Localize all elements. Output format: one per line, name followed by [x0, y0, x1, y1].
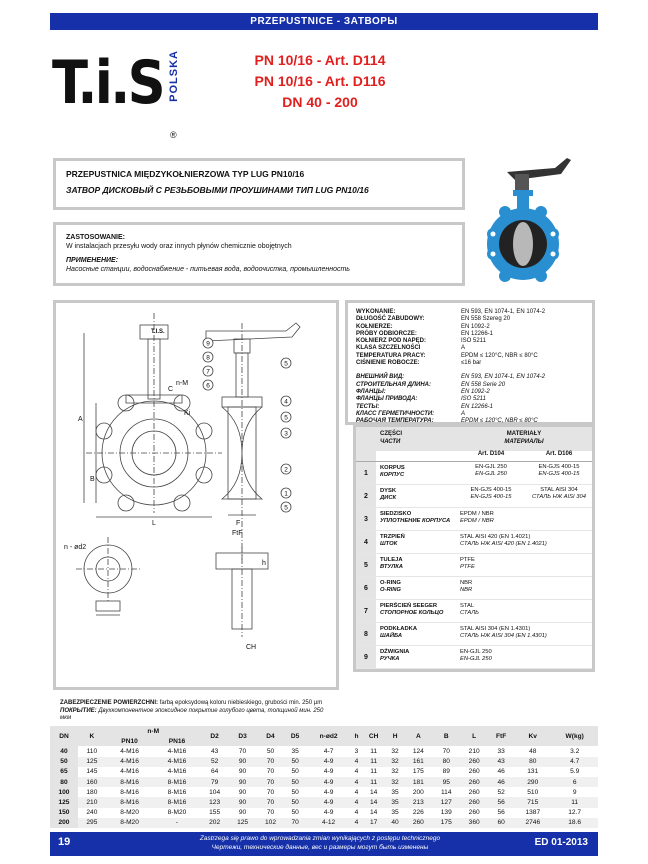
dim-label-L: L — [152, 520, 156, 527]
dim-cell: 11 — [370, 747, 378, 755]
dim-cell: 131 — [527, 768, 539, 776]
dim-cell: 4-9 — [323, 788, 334, 796]
callout-7: 7 — [206, 368, 210, 376]
callout-8: 8 — [206, 354, 210, 362]
material-cell: STAL AISI 304 (EN 1.4301) СТАЛЬ НЖ AISI 304 (EN 1.4301) — [460, 626, 547, 639]
logo-text: T.i.S — [52, 48, 164, 118]
dim-cell: 89 — [442, 768, 450, 776]
dim-cell: 114 — [441, 788, 452, 796]
part-number: 7 — [356, 600, 376, 622]
dim-cell: 8-M20 — [120, 809, 139, 817]
specs-pl — [356, 309, 584, 367]
spec-row: КЛАСС ГЕРМЕТИЧНОСТИ: A — [356, 410, 466, 417]
dim-cell: 65 — [50, 767, 78, 777]
dim-cell: 52 — [201, 757, 229, 767]
dim-cell: 1387 — [525, 809, 541, 817]
dim-cell: 8-M16 — [167, 788, 187, 796]
dim-cell: 6 — [551, 777, 598, 787]
dim-cell: 80 — [50, 777, 78, 787]
dim-header: CH — [362, 726, 386, 746]
dim-cell: 50 — [291, 809, 299, 817]
dim-header: W(kg) — [551, 726, 598, 746]
materials-rows — [356, 462, 592, 669]
dim-cell: 4-9 — [306, 777, 352, 787]
callout-9: 9 — [206, 340, 210, 348]
header-banner: PRZEPUSTNICE - ЗАТВОРЫ — [50, 13, 598, 30]
dim-cell: 125 — [229, 818, 257, 828]
dim-cell: 60 — [488, 818, 514, 828]
title-line: PN 10/16 - Art. D116 — [254, 73, 386, 89]
material-row — [356, 485, 592, 508]
part-name: TRZPIEŃ ШТОК — [380, 534, 405, 547]
dim-cell: 210 — [468, 747, 480, 755]
dim-cell: 4 — [351, 818, 361, 828]
dim-cell: 90 — [238, 809, 247, 817]
dim-row — [50, 808, 598, 818]
callout-1: 1 — [284, 490, 288, 498]
dim-row — [50, 757, 598, 767]
part-number: 6 — [356, 577, 376, 599]
part-number: 3 — [356, 508, 376, 530]
dim-cell: 95 — [432, 777, 460, 787]
dim-cell: 32 — [391, 747, 399, 755]
product-name-ru: ЗАТВОР ДИСКОВЫЙ С РЕЗЬБОВЫМИ ПРОУШИНАМИ ТИП LUG PN10/16 — [66, 185, 369, 195]
dim-cell: 715 — [514, 797, 551, 807]
dim-cell: 9 — [572, 788, 577, 796]
part-number: 8 — [356, 623, 376, 645]
dim-cell: 70 — [284, 818, 305, 828]
dim-label-B: B — [90, 476, 95, 483]
callout-5b: 5 — [284, 414, 288, 422]
dim-cell: 35 — [391, 788, 399, 796]
dim-cell: 4-9 — [306, 797, 352, 807]
dim-cell: 4-12 — [306, 818, 352, 828]
material-row — [356, 577, 592, 600]
part-number: 4 — [356, 531, 376, 553]
dim-row — [50, 787, 598, 797]
dim-cell: 11 — [362, 777, 386, 787]
dim-label-C: C — [168, 386, 174, 393]
dim-cell: 200 — [50, 818, 78, 828]
parts-header-ru: ЧАСТИ — [380, 439, 401, 445]
dim-row — [50, 818, 598, 828]
dim-cell: 260 — [404, 818, 432, 828]
dim-header: L — [460, 726, 488, 746]
spec-row: РАБОЧАЯ ТЕМПЕРАТУРА: EPDM ≤ 120°C, NBR ≤ 80°C — [356, 418, 538, 425]
callout-3: 3 — [284, 430, 288, 438]
protection-label-pl: ZABEZPIECZENIE POWIERZCHNI: — [60, 700, 159, 706]
dim-cell: 17 — [362, 818, 386, 828]
dim-cell: 102 — [257, 818, 285, 828]
dim-cell: 4-M16 — [153, 757, 200, 767]
spec-row: KOŁNIERZE: EN 1092-2 — [356, 323, 490, 330]
dim-cell: 4 — [351, 777, 361, 787]
dim-cell: 70 — [257, 777, 285, 787]
material-cell: EN-GJL 250 EN-GJL 250 EN-GJS 400-15 EN-GJS 400-15 — [475, 464, 580, 477]
footer-note-pl: Zastrzega się prawo do wprowadzania zmian wynikających z postępu technicznego — [199, 835, 441, 842]
part-name: PIERŚCIEŃ SEEGER СТОПОРНОЕ КОЛЬЦО — [380, 603, 444, 616]
dim-cell: 161 — [404, 757, 432, 767]
dim-cell: 8-M16 — [153, 777, 200, 787]
dim-cell: 64 — [210, 768, 219, 776]
dim-cell: 213 — [404, 797, 432, 807]
dim-cell: 8-M16 — [106, 797, 153, 807]
spec-row: KLASA SZCZELNOŚCI A — [356, 345, 466, 352]
dim-header: A — [404, 726, 432, 746]
part-name: DYSK ДИСК — [380, 488, 397, 501]
dim-cell: 360 — [460, 818, 488, 828]
dim-header: n-M — [106, 726, 201, 736]
dim-cell: 56 — [497, 809, 505, 817]
dim-cell: 70 — [266, 809, 275, 817]
spec-row: CIŚNIENIE ROBOCZE: ≤16 bar — [356, 360, 482, 367]
dim-cell: 145 — [86, 768, 98, 776]
protection-text-pl: farbą epoksydową koloru niebieskiego, grubości min. 250 µm — [159, 700, 323, 706]
material-row — [356, 623, 592, 646]
dim-cell: 260 — [468, 788, 480, 796]
dim-cell: 46 — [488, 777, 514, 787]
spec-row: WYKONANIE: EN 593, EN 1074-1, EN 1074-2 — [356, 309, 546, 315]
dim-label-nd2: n - ød2 — [64, 544, 87, 551]
dim-cell: 4-M16 — [167, 768, 187, 776]
material-cell: NBR NBR — [460, 580, 473, 593]
dim-row — [50, 777, 598, 787]
part-number: 5 — [356, 554, 376, 576]
dim-cell: 50 — [266, 747, 275, 755]
tis-logo — [52, 40, 184, 140]
callout-2: 2 — [284, 466, 288, 474]
callout-5c: 5 — [284, 504, 288, 512]
spec-row: ТЕСТЫ: EN 12266-1 — [356, 403, 494, 410]
part-name: DŹWIGNIA РУЧКА — [380, 649, 410, 662]
dim-cell: 110 — [86, 747, 98, 755]
dim-cell: 50 — [291, 768, 299, 776]
dim-cell: 175 — [412, 768, 424, 776]
dim-cell: 50 — [50, 757, 78, 767]
dim-cell: 260 — [460, 757, 488, 767]
dim-cell: 139 — [440, 809, 452, 817]
dimensions-table — [50, 726, 598, 828]
dim-label-Ki: Ki — [184, 410, 191, 417]
dim-row — [50, 797, 598, 807]
dim-label-F: F — [236, 520, 241, 527]
dim-cell: 290 — [514, 777, 551, 787]
dim-cell: 14 — [370, 809, 378, 817]
dim-cell: 200 — [412, 788, 424, 796]
application-text-pl: W instalacjach przesyłu wody oraz innych płynów chemicznie obojętnych — [66, 243, 292, 250]
material-cell: STAL AISI 420 (EN 1.4021) СТАЛЬ НЖ AISI 420 (EN 1.4021) — [460, 534, 547, 547]
dim-cell: 4 — [351, 797, 361, 807]
dim-cell: 12.7 — [568, 809, 582, 817]
spec-row: KOŁNIERZ POD NAPĘD: ISO 5211 — [356, 338, 486, 345]
dim-cell: 90 — [229, 777, 257, 787]
dim-label-nM: n-M — [176, 380, 189, 387]
dim-cell: 90 — [229, 797, 257, 807]
dim-cell: 56 — [488, 797, 514, 807]
dim-cell: 210 — [78, 797, 106, 807]
product-name-pl: PRZEPUSTNICA MIĘDZYKOŁNIERZOWA TYP LUG PN10/16 — [66, 169, 305, 179]
material-cell: PTFE PTFE — [460, 557, 475, 570]
dim-cell: 2746 — [514, 818, 551, 828]
material-row — [356, 646, 592, 669]
dim-cell: 155 — [209, 809, 221, 817]
spec-row: СТРОИТЕЛЬНАЯ ДЛИНА: EN 558 Serie 20 — [356, 381, 506, 388]
dim-cell: 160 — [78, 777, 106, 787]
dim-header-row-top — [50, 726, 598, 736]
part-number: 2 — [356, 485, 376, 507]
dim-header: K — [78, 726, 106, 746]
dim-cell: 240 — [86, 809, 98, 817]
dim-header: B — [432, 726, 460, 746]
dim-cell: 11 — [370, 768, 378, 776]
application-label-pl: ZASTOSOWANIE: — [66, 234, 125, 241]
dim-cell: 510 — [527, 788, 539, 796]
dim-label-A: A — [78, 416, 83, 423]
dim-cell: 8-M16 — [120, 788, 139, 796]
dim-cell: 4-M16 — [106, 757, 153, 767]
materials-table — [353, 424, 595, 672]
footer-note — [170, 835, 470, 852]
dim-cell: 50 — [291, 788, 299, 796]
dim-cell: 90 — [238, 768, 247, 776]
dim-cell: 8-M16 — [106, 777, 153, 787]
drawing-brand: T.I.S. — [151, 329, 165, 335]
edition-label: ED 01-2013 — [534, 837, 588, 848]
parts-header-pl: CZĘŚCI — [380, 431, 403, 437]
dim-cell: 11 — [551, 797, 598, 807]
dim-header: D5 — [284, 726, 305, 746]
dim-header: D3 — [229, 726, 257, 746]
dim-cell: 14 — [370, 788, 378, 796]
material-cell: EN-GJS 400-15 EN-GJS 400-15 STAL AISI 304 СТАЛЬ НЖ AISI 304 — [470, 487, 586, 500]
dim-cell: 50 — [284, 757, 305, 767]
dim-cell: 226 — [412, 809, 424, 817]
product-heading-box — [53, 158, 465, 210]
footer-bar — [50, 832, 598, 856]
dim-cell: 181 — [404, 777, 432, 787]
specifications-box — [345, 300, 595, 425]
protection-label-ru: ПОКРЫТИЕ: — [60, 707, 97, 714]
dim-cell: 90 — [238, 788, 247, 796]
callout-4: 4 — [284, 398, 288, 406]
material-cell: EPDM / NBR EPDM / NBR — [460, 511, 494, 524]
callout-6: 6 — [206, 382, 210, 390]
dim-cell: 32 — [386, 777, 405, 787]
dim-cell: 43 — [488, 757, 514, 767]
material-row — [356, 462, 592, 485]
dim-cell: 14 — [362, 797, 386, 807]
dim-cell: 124 — [412, 747, 424, 755]
dim-cell: 32 — [386, 757, 405, 767]
dim-cell: 5.9 — [570, 768, 580, 776]
spec-row: ФЛАНЦЫ ПРИВОДА: ISO 5211 — [356, 396, 486, 403]
part-number: 9 — [356, 646, 376, 668]
dim-cell: 202 — [201, 818, 229, 828]
col-art-d106: Art. D106 — [545, 451, 573, 457]
dim-cell: 48 — [529, 747, 537, 755]
dim-cell: 104 — [209, 788, 221, 796]
dim-cell: 35 — [386, 797, 405, 807]
spec-row: TEMPERATURA PRACY: EPDM ≤ 120°C, NBR ≤ 80°C — [356, 352, 538, 359]
spec-row: ВНЕШНИЙ ВИД: EN 593, EN 1074-1, EN 1074-2 — [356, 374, 546, 381]
dim-cell: 50 — [284, 797, 305, 807]
part-name: TULEJA ВТУЛКА — [380, 557, 403, 570]
dim-cell: 260 — [468, 809, 480, 817]
application-label-ru: ПРИМЕНЕНИЕ: — [66, 257, 119, 264]
valve-photo — [485, 152, 605, 292]
part-name: KORPUS КОРПУС — [380, 465, 405, 478]
logo-side-text: POLSKA — [168, 50, 180, 102]
dim-header: FtF — [488, 726, 514, 746]
dim-cell: 175 — [432, 818, 460, 828]
dim-cell: 260 — [460, 777, 488, 787]
dim-row — [50, 767, 598, 777]
dim-cell: 35 — [391, 809, 399, 817]
logo-registered-mark: ® — [170, 130, 177, 140]
dim-cell: 50 — [284, 777, 305, 787]
dim-cell: 35 — [291, 747, 299, 755]
dim-cell: 52 — [497, 788, 505, 796]
spec-row: ФЛАНЦЫ: EN 1092-2 — [356, 388, 490, 395]
materials-header-ru: МАТЕРИАЛЫ — [504, 439, 544, 445]
dim-header: PN10 — [106, 736, 153, 746]
dim-label-CH: CH — [246, 644, 257, 651]
dim-cell: 32 — [391, 768, 399, 776]
dim-cell: 8-M20 — [167, 809, 187, 817]
dim-cell: 4 — [351, 757, 361, 767]
dim-cell: 11 — [362, 757, 386, 767]
spec-row: DŁUGOŚĆ ZABUDOWY: EN 558 Szereg 20 — [356, 316, 511, 323]
dim-cell: 4 — [354, 768, 359, 776]
dim-cell: 180 — [86, 788, 98, 796]
dim-header: DN — [50, 726, 78, 746]
dim-cell: 4-9 — [323, 768, 334, 776]
spec-row: PRÓBY ODBIORCZE: EN 12266-1 — [356, 330, 494, 337]
dim-cell: 40 — [50, 746, 78, 756]
dim-cell: 125 — [50, 797, 78, 807]
dim-cell: 4 — [354, 788, 359, 796]
dim-cell: 4-9 — [306, 757, 352, 767]
material-cell: STAL СТАЛЬ — [460, 603, 479, 616]
part-number: 1 — [356, 462, 376, 484]
footer-note-ru: Чертежи, технические данные, вес и размеры могут быть изменены — [211, 843, 429, 851]
dim-cell: 80 — [432, 757, 460, 767]
callout-5a: 5 — [284, 360, 288, 368]
dim-label-FtF: FtF — [232, 530, 243, 537]
dim-cell: 70 — [257, 797, 285, 807]
dim-cell: 295 — [78, 818, 106, 828]
dim-header: PN16 — [153, 736, 200, 746]
dim-cell: 4.7 — [551, 757, 598, 767]
dim-label-h: h — [262, 560, 266, 567]
dim-cell: 127 — [432, 797, 460, 807]
dim-cell: 70 — [266, 788, 275, 796]
dim-cell: 70 — [257, 757, 285, 767]
part-name: SIEDZISKO УПЛОТНЕНИЕ КОРПУСА — [380, 511, 451, 524]
page-number: 19 — [58, 836, 71, 848]
dim-cell: 260 — [468, 768, 480, 776]
dim-header: Kv — [514, 726, 551, 746]
materials-header — [356, 427, 592, 451]
part-name: O-RING O-RING — [380, 580, 401, 593]
dim-cell: 70 — [266, 768, 275, 776]
title-line: PN 10/16 - Art. D114 — [254, 52, 386, 68]
material-row — [356, 531, 592, 554]
dim-cell: 4-M16 — [167, 747, 187, 755]
dim-cell: 8-M16 — [153, 797, 200, 807]
material-row — [356, 600, 592, 623]
material-row — [356, 554, 592, 577]
dim-cell: 70 — [238, 747, 247, 755]
dim-cell: 43 — [210, 747, 219, 755]
surface-protection — [60, 700, 332, 723]
dim-cell: 90 — [229, 757, 257, 767]
dim-cell: 3.2 — [570, 747, 580, 755]
dim-cell: 70 — [442, 747, 450, 755]
dim-cell: - — [153, 818, 200, 828]
material-cell: EN-GJL 250 EN-GJL 250 — [460, 649, 492, 662]
dim-row — [50, 746, 598, 756]
dim-cell: 4-M16 — [120, 747, 139, 755]
dim-cell: 260 — [460, 797, 488, 807]
application-box — [53, 222, 465, 286]
dim-cell: 123 — [201, 797, 229, 807]
dim-header: D2 — [201, 726, 229, 746]
dim-cell: 46 — [497, 768, 505, 776]
protection-text-ru: Двухкомпонентное эпоксидное покрытие голубого цвета, толщиной мин. 250 мкм — [60, 707, 324, 722]
dim-cell: 4 — [354, 809, 359, 817]
dim-cell: 125 — [78, 757, 106, 767]
dim-header: h — [351, 726, 361, 746]
dim-cell: 80 — [514, 757, 551, 767]
dim-cell: 3 — [354, 747, 359, 755]
dim-cell: 100 — [50, 787, 78, 797]
col-art-d104: Art. D104 — [477, 451, 505, 457]
dim-cell: 79 — [201, 777, 229, 787]
dim-cell: 40 — [386, 818, 405, 828]
dim-header: n-ød2 — [306, 726, 352, 746]
title-line: DN 40 - 200 — [282, 94, 358, 110]
dim-cell: 4-M16 — [120, 768, 139, 776]
dim-header: D4 — [257, 726, 285, 746]
material-row — [356, 508, 592, 531]
materials-header-pl: MATERIAŁY — [506, 431, 542, 437]
dim-cell: 4-9 — [323, 809, 334, 817]
dim-cell: 4-7 — [323, 747, 334, 755]
dim-cell: 150 — [50, 808, 78, 818]
dim-header: H — [386, 726, 405, 746]
dim-cell: 8-M20 — [106, 818, 153, 828]
product-titles — [200, 50, 440, 113]
application-text-ru: Насосные станции, водоснабжение - питьевая вода, водоочистка, промышленность — [66, 266, 350, 273]
technical-drawing — [53, 300, 339, 690]
dim-cell: 18.6 — [551, 818, 598, 828]
part-name: PODKŁADKA ШАЙБА — [380, 626, 418, 639]
materials-subheader — [356, 451, 592, 462]
dim-cell: 33 — [497, 747, 505, 755]
